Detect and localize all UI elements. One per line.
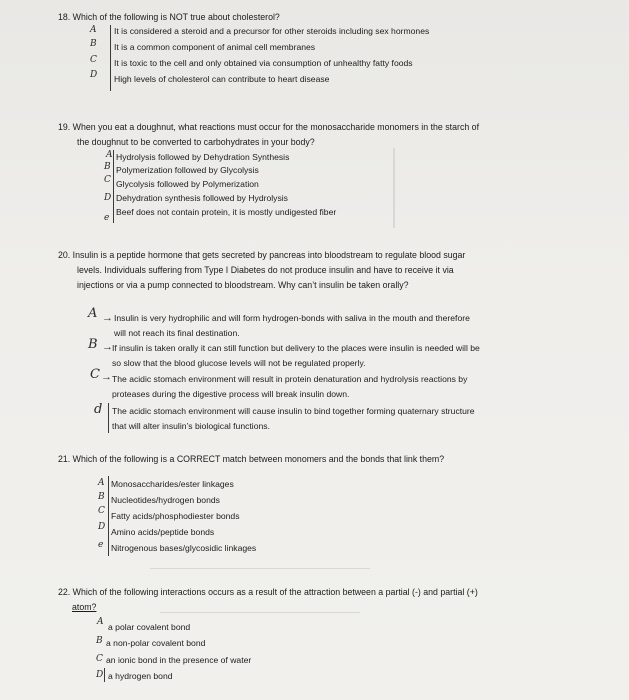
q20-choice-a-line1: Insulin is very hydrophilic and will form hydrogen-bonds with saliva in the mouth and therefore <box>114 313 470 323</box>
q22-bracket-d <box>104 668 105 682</box>
q20-choice-b-line2: so slow that the blood glucose levels will not be regulated properly. <box>112 358 366 368</box>
q22-mark-d: D <box>96 670 104 680</box>
q20-stem-line1: 20. Insulin is a peptide hormone that gets secreted by pancreas into bloodstream to regulate blood sugar <box>58 250 466 260</box>
q18-choice-d: High levels of cholesterol can contribute to heart disease <box>114 74 330 84</box>
q20-bracket-d <box>108 403 109 433</box>
q20-choice-d-line2: that will alter insulin’s biological functions. <box>112 421 270 431</box>
q21-stem: 21. Which of the following is a CORRECT match between monomers and the bonds that link them? <box>58 454 445 464</box>
q19-margin-line <box>393 148 395 228</box>
q19-choice-c: Glycolysis followed by Polymerization <box>116 179 259 189</box>
q22-mark-a: A <box>97 617 104 627</box>
q22-choice-c: an ionic bond in the presence of water <box>106 655 252 665</box>
q19-bracket <box>113 150 114 223</box>
q21-choice-a: Monosaccharides/ester linkages <box>111 479 234 489</box>
q18-choice-a: It is considered a steroid and a precursor for other steroids including sex hormones <box>114 26 430 36</box>
q21-choice-b: Nucleotides/hydrogen bonds <box>111 495 220 505</box>
q20-choice-b-line1: If insulin is taken orally it can still function but delivery to the places were insulin is needed will be <box>112 343 480 353</box>
q22-mark-c: C <box>96 654 103 664</box>
bleed-through-line-2 <box>160 612 360 613</box>
q20-arrow-c: → <box>101 371 112 383</box>
q22-choice-b: a non-polar covalent bond <box>106 638 206 648</box>
q21-choice-d: Amino acids/peptide bonds <box>111 527 215 537</box>
q21-choice-e: Nitrogenous bases/glycosidic linkages <box>111 543 257 553</box>
q20-arrow-b: → <box>102 341 113 353</box>
q22-mark-b: B <box>96 636 103 646</box>
q18-mark-c: C <box>90 55 97 65</box>
q22-choice-d: a hydrogen bond <box>108 671 173 681</box>
q18-stem: 18. Which of the following is NOT true about cholesterol? <box>58 12 280 22</box>
q22-stem-line2: atom? <box>72 602 97 612</box>
q21-mark-e: e <box>98 540 104 550</box>
q19-stem-line1: 19. When you eat a doughnut, what reactions must occur for the monosaccharide monomers in the starch of <box>58 122 480 132</box>
q20-mark-b: B <box>88 337 98 352</box>
q20-arrow-a: → <box>102 312 113 324</box>
q19-choice-e: Beef does not contain protein, it is mostly undigested fiber <box>116 207 337 217</box>
q21-mark-b: B <box>98 492 105 502</box>
q21-bracket <box>108 476 109 556</box>
q19-choice-b: Polymerization followed by Glycolysis <box>116 165 259 175</box>
q19-choice-a: Hydrolysis followed by Dehydration Synthesis <box>116 152 290 162</box>
q18-choice-b: It is a common component of animal cell membranes <box>114 42 316 52</box>
q20-mark-a: A <box>88 306 98 321</box>
q20-choice-c-line2: proteases during the digestive process will break insulin down. <box>112 389 350 399</box>
q18-mark-d: D <box>90 70 98 80</box>
q18-mark-a: A <box>90 25 97 35</box>
q20-choice-c-line1: The acidic stomach environment will result in protein denaturation and hydrolysis reactions by <box>112 374 468 384</box>
q19-mark-d: D <box>104 193 112 203</box>
q18-choice-c: It is toxic to the cell and only obtained via consumption of unhealthy fatty foods <box>114 58 413 68</box>
q18-mark-b: B <box>90 39 97 49</box>
q19-mark-b: B <box>104 162 111 172</box>
q22-choice-a: a polar covalent bond <box>108 622 191 632</box>
q20-choice-a-line2: will not reach its final destination. <box>114 328 240 338</box>
q20-stem-line2: levels. Individuals suffering from Type I Diabetes do not produce insulin and have to receive it via <box>77 265 454 275</box>
bleed-through-line-1 <box>150 568 370 569</box>
q19-mark-c: C <box>104 175 111 185</box>
q21-mark-c: C <box>98 506 105 516</box>
q21-mark-a: A <box>98 478 105 488</box>
q20-mark-d: d <box>94 402 103 417</box>
q19-choice-d: Dehydration synthesis followed by Hydrolysis <box>116 193 288 203</box>
q20-choice-d-line1: The acidic stomach environment will cause insulin to bind together forming quaternary structure <box>112 406 475 416</box>
q20-mark-c: C <box>90 367 100 382</box>
q19-stem-line2: the doughnut to be converted to carbohydrates in your body? <box>77 137 315 147</box>
q18-bracket <box>110 25 111 91</box>
q20-stem-line3: injections or via a pump connected to bloodstream. Why can’t insulin be taken orally? <box>77 280 409 290</box>
q21-mark-d: D <box>98 522 106 532</box>
q19-mark-a: A <box>106 150 113 160</box>
q21-choice-c: Fatty acids/phosphodiester bonds <box>111 511 240 521</box>
q19-mark-e: e <box>104 213 110 223</box>
q22-stem-line1: 22. Which of the following interactions occurs as a result of the attraction between a partial (-) and partial (+) <box>58 587 478 597</box>
